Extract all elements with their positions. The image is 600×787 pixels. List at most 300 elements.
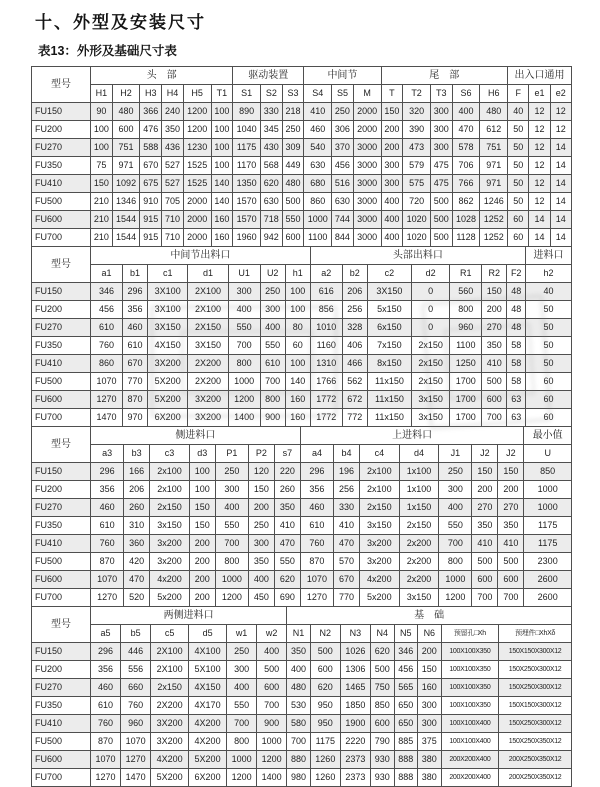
value-cell: 450 [248, 589, 274, 607]
value-cell: 300 [260, 301, 285, 319]
value-cell: 296 [122, 283, 147, 301]
table-row [32, 733, 572, 751]
value-cell: 760 [121, 697, 151, 715]
value-cell: 500 [430, 229, 452, 247]
value-cell: 560 [450, 283, 482, 301]
value-cell: 950 [310, 715, 340, 733]
value-cell: 48 [507, 283, 526, 301]
value-cell: 460 [91, 679, 121, 697]
column-header: H1 [91, 85, 113, 103]
value-cell: 75 [91, 157, 113, 175]
group-header: 基 础 [287, 607, 572, 625]
value-cell: 150X150X300X12 [499, 697, 572, 715]
value-cell: 718 [260, 211, 282, 229]
value-cell: 356 [300, 481, 333, 499]
value-cell: 856 [310, 301, 342, 319]
value-cell: 5x200 [360, 589, 400, 607]
value-cell: 1020 [403, 229, 431, 247]
value-cell: 400 [439, 499, 472, 517]
column-header: J2 [498, 445, 524, 463]
value-cell: 2x100 [150, 463, 190, 481]
value-cell: 610 [300, 517, 333, 535]
value-cell: 150X250X300X12 [499, 661, 572, 679]
column-header: P1 [215, 445, 248, 463]
value-cell: 5x200 [150, 589, 190, 607]
value-cell: 300 [248, 535, 274, 553]
value-cell: 1772 [310, 391, 342, 409]
value-cell: 1544 [112, 229, 140, 247]
value-cell: 610 [91, 517, 124, 535]
value-cell: 516 [332, 175, 354, 193]
model-column-header: 型号 [32, 607, 91, 643]
value-cell: 3x150 [412, 409, 450, 427]
column-header: F2 [507, 265, 526, 283]
value-cell: 410 [472, 535, 498, 553]
value-cell: 140 [211, 193, 233, 211]
group-header: 上进料口 [300, 427, 524, 445]
value-cell: 1260 [310, 769, 340, 787]
value-cell: 1470 [121, 769, 151, 787]
value-cell: 300 [430, 139, 452, 157]
value-cell: 150 [189, 517, 215, 535]
value-cell: 3000 [353, 229, 381, 247]
model-column-header: 型号 [32, 67, 91, 103]
value-cell: 650 [394, 715, 418, 733]
value-cell: 620 [310, 679, 340, 697]
model-cell: FU500 [32, 193, 91, 211]
value-cell: 48 [507, 319, 526, 337]
value-cell: 260 [124, 499, 150, 517]
table-row [32, 535, 572, 553]
value-cell: 550 [274, 553, 300, 571]
value-cell: 550 [227, 697, 257, 715]
value-cell: 2x100 [150, 481, 190, 499]
value-cell: 240 [162, 103, 184, 121]
value-cell: 3X100 [148, 283, 188, 301]
column-header: H2 [112, 85, 140, 103]
value-cell: 1306 [340, 661, 370, 679]
model-cell: FU150 [32, 643, 91, 661]
value-cell: 1570 [233, 193, 261, 211]
value-cell: 150 [482, 283, 507, 301]
value-cell: 1850 [340, 697, 370, 715]
table-row [32, 679, 572, 697]
value-cell: 660 [121, 679, 151, 697]
value-cell: 14 [550, 211, 571, 229]
value-cell: 220 [274, 463, 300, 481]
value-cell: 200 [189, 571, 215, 589]
value-cell: 420 [124, 553, 150, 571]
column-header: T2 [403, 85, 431, 103]
value-cell: 58 [507, 355, 526, 373]
value-cell: 2X200 [188, 373, 228, 391]
column-header: a5 [91, 625, 121, 643]
value-cell: 971 [480, 175, 508, 193]
value-cell: 600 [310, 661, 340, 679]
table-row [32, 373, 572, 391]
column-header: c5 [151, 625, 189, 643]
value-cell: 356 [91, 481, 124, 499]
dimension-tables [31, 66, 572, 787]
column-header: c3 [150, 445, 190, 463]
value-cell: 11x150 [367, 409, 411, 427]
table-row [32, 121, 572, 139]
value-cell: 406 [342, 337, 367, 355]
value-cell: 12 [529, 193, 550, 211]
value-cell: 500 [498, 553, 524, 571]
value-cell: 1x150 [399, 499, 439, 517]
value-cell: 410 [498, 535, 524, 553]
table-row [32, 661, 572, 679]
value-cell: 150X250X350X12 [499, 733, 572, 751]
value-cell: 5X100 [189, 661, 227, 679]
column-header: b1 [122, 265, 147, 283]
column-header: M [353, 85, 381, 103]
value-cell: 1170 [233, 157, 261, 175]
value-cell: 3X150 [148, 319, 188, 337]
value-cell: 1544 [112, 211, 140, 229]
value-cell: 600 [482, 391, 507, 409]
value-cell: 5X200 [189, 751, 227, 769]
value-cell: 410 [274, 517, 300, 535]
value-cell: 862 [452, 193, 480, 211]
value-cell: 2x150 [399, 517, 439, 535]
value-cell: 2X150 [188, 319, 228, 337]
value-cell: 1200 [183, 121, 211, 139]
value-cell: 800 [260, 391, 285, 409]
value-cell: 350 [498, 517, 524, 535]
value-cell: 1270 [300, 589, 333, 607]
value-cell: 296 [91, 463, 124, 481]
value-cell: 670 [122, 355, 147, 373]
value-cell: 200 [189, 553, 215, 571]
value-cell: 100 [211, 157, 233, 175]
value-cell: 800 [439, 553, 472, 571]
value-cell: 3x200 [150, 553, 190, 571]
value-cell: 620 [274, 571, 300, 589]
value-cell: 400 [257, 643, 287, 661]
column-header: N2 [310, 625, 340, 643]
value-cell: 760 [91, 715, 121, 733]
value-cell: 1350 [233, 175, 261, 193]
column-header: S6 [452, 85, 480, 103]
group-header: 侧进料口 [91, 427, 301, 445]
value-cell: 800 [215, 553, 248, 571]
value-cell: 470 [452, 121, 480, 139]
model-cell: FU410 [32, 175, 91, 193]
model-cell: FU700 [32, 229, 91, 247]
value-cell: 270 [498, 499, 524, 517]
value-cell: 14 [529, 229, 550, 247]
value-cell: 500 [282, 193, 304, 211]
value-cell: 751 [112, 139, 140, 157]
value-cell: 470 [334, 535, 360, 553]
value-cell: 760 [91, 535, 124, 553]
page-title: 十、外型及安装尺寸 [35, 13, 206, 32]
value-cell: 200 [418, 643, 442, 661]
value-cell: 1246 [480, 193, 508, 211]
value-cell: 550 [439, 517, 472, 535]
value-cell: 2000 [183, 211, 211, 229]
value-cell: 300 [215, 481, 248, 499]
column-header: d5 [189, 625, 227, 643]
value-cell: 160 [418, 679, 442, 697]
model-cell: FU410 [32, 355, 91, 373]
value-cell: 1175 [524, 517, 572, 535]
value-cell: 1960 [233, 229, 261, 247]
value-cell: 850 [370, 697, 394, 715]
value-cell: 588 [140, 139, 162, 157]
value-cell: 250 [248, 517, 274, 535]
value-cell: 500 [482, 373, 507, 391]
value-cell: 2x100 [360, 481, 400, 499]
value-cell: 700 [227, 715, 257, 733]
value-cell: 480 [112, 103, 140, 121]
value-cell: 100 [285, 301, 310, 319]
value-cell: 50 [526, 337, 572, 355]
value-cell: 4X150 [189, 679, 227, 697]
value-cell: 2x150 [412, 355, 450, 373]
value-cell: 2000 [183, 193, 211, 211]
table-row [32, 355, 572, 373]
value-cell: 100 [91, 121, 113, 139]
column-header: T3 [430, 85, 452, 103]
value-cell: 12 [529, 121, 550, 139]
value-cell: 400 [248, 571, 274, 589]
value-cell: 3000 [353, 175, 381, 193]
group-header: 头部出料口 [310, 247, 525, 265]
value-cell: 1000 [215, 571, 248, 589]
value-cell: 206 [342, 283, 367, 301]
value-cell: 3x150 [150, 517, 190, 535]
value-cell: 766 [452, 175, 480, 193]
value-cell: 460 [304, 121, 332, 139]
value-cell: 200 [381, 121, 403, 139]
column-header: N4 [370, 625, 394, 643]
value-cell: 400 [215, 499, 248, 517]
value-cell: 12 [529, 157, 550, 175]
value-cell: 476 [140, 121, 162, 139]
value-cell: 750 [370, 679, 394, 697]
column-header: w1 [227, 625, 257, 643]
value-cell: 50 [526, 355, 572, 373]
value-cell: 800 [227, 733, 257, 751]
value-cell: 850 [524, 463, 572, 481]
model-cell: FU700 [32, 409, 91, 427]
value-cell: 14 [550, 229, 571, 247]
value-cell: 550 [260, 337, 285, 355]
value-cell: 600 [498, 571, 524, 589]
value-cell: 1175 [310, 733, 340, 751]
column-header: N5 [394, 625, 418, 643]
value-cell: 600 [257, 679, 287, 697]
value-cell: 480 [282, 175, 304, 193]
value-cell: 770 [334, 589, 360, 607]
value-cell: 620 [370, 643, 394, 661]
value-cell: 530 [287, 697, 311, 715]
value-cell: 200X250X350X12 [499, 769, 572, 787]
value-cell: 616 [310, 283, 342, 301]
model-cell: FU350 [32, 337, 91, 355]
column-header: U2 [260, 265, 285, 283]
value-cell: 2x200 [399, 535, 439, 553]
value-cell: 6x150 [367, 319, 411, 337]
value-cell: 568 [260, 157, 282, 175]
value-cell: 3x200 [360, 535, 400, 553]
value-cell: 1000 [439, 571, 472, 589]
value-cell: 210 [91, 211, 113, 229]
group-header: 出入口通用 [508, 67, 572, 85]
column-header: P2 [248, 445, 274, 463]
model-cell: FU150 [32, 103, 91, 121]
value-cell: 1700 [450, 373, 482, 391]
value-cell: 760 [91, 337, 123, 355]
value-cell: 1000 [524, 499, 572, 517]
value-cell: 210 [91, 229, 113, 247]
value-cell: 2X100 [188, 283, 228, 301]
value-cell: 1092 [112, 175, 140, 193]
value-cell: 900 [257, 715, 287, 733]
group-header: 最小值 [524, 427, 572, 445]
value-cell: 150 [418, 661, 442, 679]
column-header: S1 [233, 85, 261, 103]
value-cell: 470 [124, 571, 150, 589]
value-cell: 672 [342, 391, 367, 409]
value-cell: 610 [260, 355, 285, 373]
value-cell: 200 [248, 499, 274, 517]
value-cell: 50 [508, 175, 529, 193]
table-row [32, 715, 572, 733]
value-cell: 100X100X350 [441, 643, 499, 661]
value-cell: 540 [304, 139, 332, 157]
value-cell: 800 [450, 301, 482, 319]
value-cell: 350 [248, 553, 274, 571]
value-cell: 1772 [310, 409, 342, 427]
value-cell: 0 [412, 283, 450, 301]
model-cell: FU600 [32, 571, 91, 589]
column-header: H3 [140, 85, 162, 103]
value-cell: 160 [211, 229, 233, 247]
value-cell: 3X200 [151, 715, 189, 733]
value-cell: 700 [257, 697, 287, 715]
value-cell: 150 [472, 463, 498, 481]
value-cell: 888 [394, 751, 418, 769]
value-cell: 700 [439, 535, 472, 553]
value-cell: 600 [112, 121, 140, 139]
value-cell: 2x150 [412, 373, 450, 391]
value-cell: 1028 [452, 211, 480, 229]
value-cell: 150 [248, 481, 274, 499]
value-cell: 300 [418, 697, 442, 715]
value-cell: 350 [472, 517, 498, 535]
value-cell: 690 [274, 589, 300, 607]
value-cell: 870 [122, 391, 147, 409]
value-cell: 630 [260, 193, 282, 211]
value-cell: 48 [507, 301, 526, 319]
model-column-header: 型号 [32, 427, 91, 463]
column-header: 预埋件□XhXδ [499, 625, 572, 643]
column-header: S2 [260, 85, 282, 103]
value-cell: 14 [550, 193, 571, 211]
value-cell: 2X200 [151, 697, 189, 715]
model-cell: FU350 [32, 517, 91, 535]
value-cell: 630 [304, 157, 332, 175]
value-cell: 400 [381, 211, 403, 229]
dimension-table-section-2 [31, 246, 572, 427]
value-cell: 250 [439, 463, 472, 481]
value-cell: 1400 [257, 769, 287, 787]
value-cell: 300 [228, 283, 260, 301]
column-header: R2 [482, 265, 507, 283]
value-cell: 400 [452, 103, 480, 121]
value-cell: 1x100 [399, 463, 439, 481]
value-cell: 350 [162, 121, 184, 139]
value-cell: 1100 [304, 229, 332, 247]
value-cell: 300 [430, 121, 452, 139]
column-header: U1 [228, 265, 260, 283]
column-header: J1 [439, 445, 472, 463]
value-cell: 150 [381, 103, 403, 121]
value-cell: 700 [472, 589, 498, 607]
value-cell: 2600 [524, 571, 572, 589]
value-cell: 12 [529, 175, 550, 193]
value-cell: 550 [228, 319, 260, 337]
model-cell: FU700 [32, 769, 91, 787]
value-cell: 1175 [233, 139, 261, 157]
column-header: b3 [124, 445, 150, 463]
column-header: T1 [211, 85, 233, 103]
value-cell: 250 [260, 283, 285, 301]
column-header: N3 [340, 625, 370, 643]
value-cell: 200X250X350X12 [499, 751, 572, 769]
model-cell: FU410 [32, 535, 91, 553]
group-header: 尾 部 [381, 67, 508, 85]
value-cell: 620 [260, 175, 282, 193]
model-cell: FU500 [32, 373, 91, 391]
table-row [32, 229, 572, 247]
column-header: U [524, 445, 572, 463]
value-cell: 1270 [121, 751, 151, 769]
value-cell: 4X200 [189, 715, 227, 733]
value-cell: 460 [122, 319, 147, 337]
value-cell: 1000 [257, 733, 287, 751]
value-cell: 2000 [353, 103, 381, 121]
value-cell: 1000 [227, 751, 257, 769]
dimension-table-section-1 [31, 66, 572, 247]
column-header: a4 [300, 445, 333, 463]
value-cell: 1465 [340, 679, 370, 697]
group-header: 两侧进料口 [91, 607, 287, 625]
value-cell: 2X100 [151, 643, 189, 661]
value-cell: 256 [334, 481, 360, 499]
value-cell: 80 [285, 319, 310, 337]
value-cell: 11x150 [367, 373, 411, 391]
table-row [32, 481, 572, 499]
value-cell: 960 [450, 319, 482, 337]
value-cell: 360 [124, 535, 150, 553]
value-cell: 705 [162, 193, 184, 211]
column-header: H4 [162, 85, 184, 103]
value-cell: 100X100X350 [441, 697, 499, 715]
model-cell: FU270 [32, 139, 91, 157]
value-cell: 0 [412, 319, 450, 337]
column-header: a1 [91, 265, 123, 283]
value-cell: 844 [332, 229, 354, 247]
value-cell: 50 [526, 319, 572, 337]
value-cell: 744 [332, 211, 354, 229]
value-cell: 1310 [310, 355, 342, 373]
value-cell: 330 [334, 499, 360, 517]
